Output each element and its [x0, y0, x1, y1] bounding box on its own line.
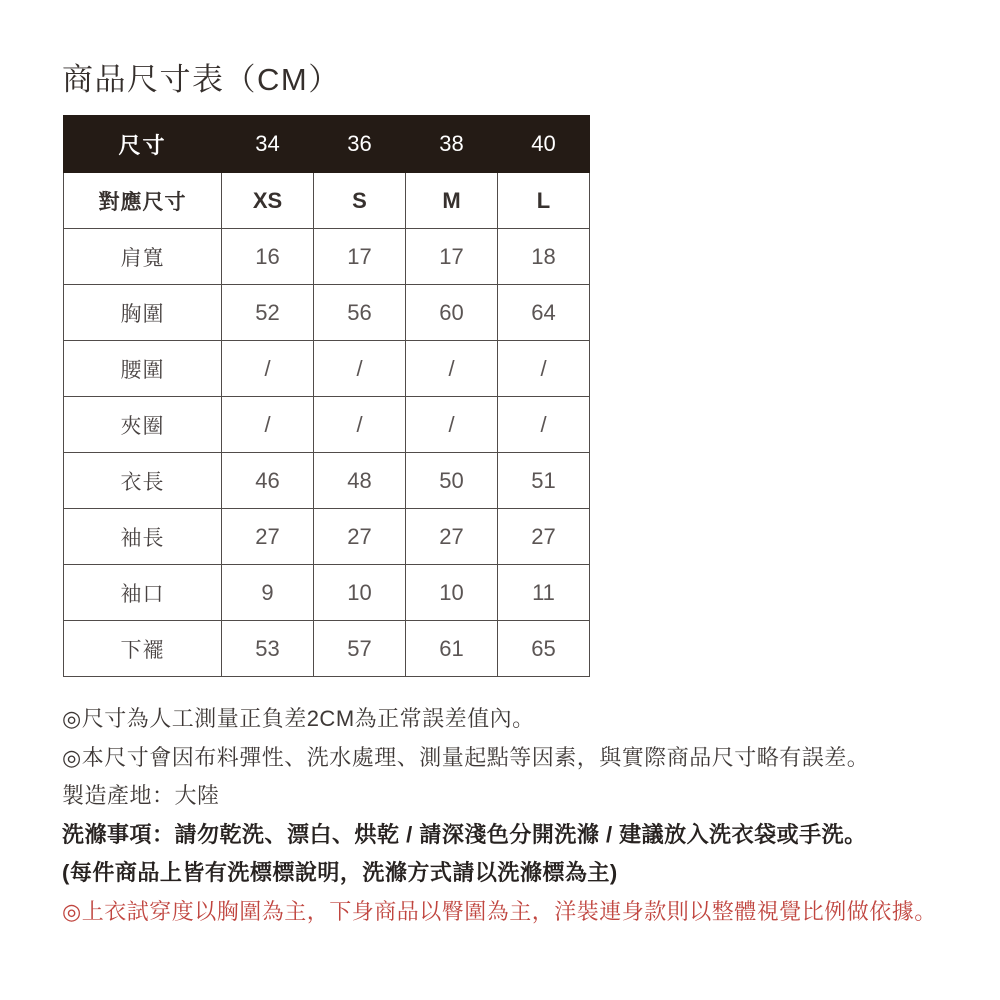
note-fit-guide: ◎上衣試穿度以胸圍為主，下身商品以臀圍為主，洋裝連身款則以整體視覺比例做依據。	[62, 898, 937, 924]
value-cell: XS	[222, 173, 314, 229]
value-cell: 53	[222, 621, 314, 677]
note-size-variation: ◎本尺寸會因布料彈性、洗水處理、測量起點等因素，與實際商品尺寸略有誤差。	[62, 744, 870, 770]
value-cell: /	[406, 341, 498, 397]
value-cell: 64	[498, 285, 590, 341]
value-cell: /	[222, 341, 314, 397]
note-measure-tolerance: ◎尺寸為人工測量正負差2CM為正常誤差值內。	[62, 706, 535, 731]
value-cell: 11	[498, 565, 590, 621]
value-cell: 17	[314, 229, 406, 285]
value-cell: 10	[314, 565, 406, 621]
value-cell: 27	[222, 509, 314, 565]
value-cell: 65	[498, 621, 590, 677]
value-cell: /	[498, 397, 590, 453]
note-wash-label: (每件商品上皆有洗標標說明，洗滌方式請以洗滌標為主)	[62, 860, 618, 885]
table-row-sleeve-length	[64, 509, 590, 565]
table-row-shoulder-width	[64, 229, 590, 285]
row-label-cell: 肩寬	[64, 229, 222, 285]
value-cell: /	[314, 397, 406, 453]
table-row-corresponding-size	[64, 173, 590, 229]
table-row-garment-length	[64, 453, 590, 509]
table-row-bust	[64, 285, 590, 341]
header-size-cell: 40	[498, 116, 590, 173]
value-cell: 16	[222, 229, 314, 285]
row-label-cell: 下襬	[64, 621, 222, 677]
value-cell: 50	[406, 453, 498, 509]
row-label-cell: 袖長	[64, 509, 222, 565]
value-cell: 27	[314, 509, 406, 565]
value-cell: 60	[406, 285, 498, 341]
note-washing-instructions: 洗滌事項：請勿乾洗、漂白、烘乾 / 請深淺色分開洗滌 / 建議放入洗衣袋或手洗。	[62, 821, 867, 847]
value-cell: M	[406, 173, 498, 229]
header-size-cell: 34	[222, 116, 314, 173]
note-origin: 製造產地：大陸	[62, 783, 220, 808]
header-label-cell: 尺寸	[64, 116, 222, 173]
header-size-cell: 36	[314, 116, 406, 173]
table-row-cuff	[64, 565, 590, 621]
row-label-cell: 袖口	[64, 565, 222, 621]
value-cell: 48	[314, 453, 406, 509]
size-table	[63, 115, 590, 677]
table-header-row	[64, 116, 590, 173]
table-row-waist	[64, 341, 590, 397]
header-size-cell: 38	[406, 116, 498, 173]
value-cell: 10	[406, 565, 498, 621]
row-label-cell: 夾圈	[64, 397, 222, 453]
value-cell: L	[498, 173, 590, 229]
row-label-cell: 腰圍	[64, 341, 222, 397]
value-cell: /	[314, 341, 406, 397]
table-row-armhole	[64, 397, 590, 453]
row-label-cell: 對應尺寸	[64, 173, 222, 229]
page-title: 商品尺寸表（CM）	[62, 62, 341, 97]
value-cell: 46	[222, 453, 314, 509]
value-cell: /	[406, 397, 498, 453]
value-cell: 17	[406, 229, 498, 285]
value-cell: 57	[314, 621, 406, 677]
value-cell: 51	[498, 453, 590, 509]
row-label-cell: 胸圍	[64, 285, 222, 341]
value-cell: S	[314, 173, 406, 229]
value-cell: 18	[498, 229, 590, 285]
value-cell: 9	[222, 565, 314, 621]
value-cell: 61	[406, 621, 498, 677]
value-cell: 52	[222, 285, 314, 341]
row-label-cell: 衣長	[64, 453, 222, 509]
notes-section	[62, 700, 972, 931]
value-cell: /	[498, 341, 590, 397]
value-cell: /	[222, 397, 314, 453]
table-row-hem	[64, 621, 590, 677]
value-cell: 27	[406, 509, 498, 565]
value-cell: 27	[498, 509, 590, 565]
value-cell: 56	[314, 285, 406, 341]
